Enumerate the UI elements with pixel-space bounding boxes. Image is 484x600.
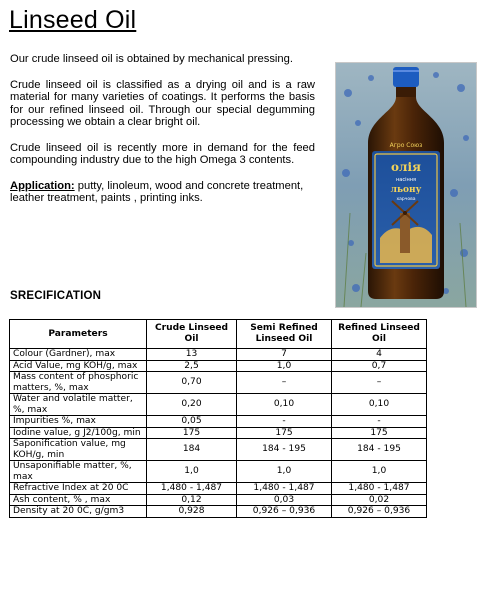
- product-photo: [335, 62, 477, 308]
- param-cell: Mass content of phosphoric matters, %, max: [10, 372, 147, 394]
- application-label: Application:: [10, 179, 75, 192]
- header-refined: Refined Linseed Oil: [332, 320, 427, 349]
- table-row: [10, 349, 427, 361]
- intro-paragraph-2: Crude linseed oil is classified as a drying oil and is a raw material for many varieties of coatings. It performs the basis for our refined linseed oil. Through our special degumming processing we obtain a clear bright oil.: [10, 78, 315, 128]
- crude-cell: 1,0: [147, 461, 237, 483]
- refined-cell: 0,02: [332, 494, 427, 506]
- refined-cell: -: [332, 416, 427, 428]
- crude-cell: 0,05: [147, 416, 237, 428]
- bottle-brand-text: Агро Союз: [389, 142, 423, 149]
- table-row: [10, 461, 427, 483]
- refined-cell: 184 - 195: [332, 439, 427, 461]
- semi-cell: 184 - 195: [237, 439, 332, 461]
- crude-cell: 1,480 - 1,487: [147, 483, 237, 495]
- crude-cell: 175: [147, 427, 237, 439]
- table-row: [10, 494, 427, 506]
- refined-cell: 175: [332, 427, 427, 439]
- semi-cell: –: [237, 372, 332, 394]
- crude-cell: 184: [147, 439, 237, 461]
- refined-cell: 1,0: [332, 461, 427, 483]
- table-row: [10, 483, 427, 495]
- intro-paragraph-1: Our crude linseed oil is obtained by mechanical pressing.: [10, 53, 293, 65]
- refined-cell: 4: [332, 349, 427, 361]
- bottle-label-oil-text: олія: [391, 160, 421, 174]
- semi-cell: 0,03: [237, 494, 332, 506]
- semi-cell: 1,480 - 1,487: [237, 483, 332, 495]
- bottle-label-food-text: харчова: [396, 197, 416, 202]
- param-cell: Impurities %, max: [10, 416, 147, 428]
- header-semi-refined: Semi Refined Linseed Oil: [237, 320, 332, 349]
- crude-cell: 0,928: [147, 506, 237, 518]
- refined-cell: –: [332, 372, 427, 394]
- table-row: [10, 372, 427, 394]
- refined-cell: 0,926 – 0,936: [332, 506, 427, 518]
- refined-cell: 0,10: [332, 394, 427, 416]
- param-cell: Colour (Gardner), max: [10, 349, 147, 361]
- intro-paragraph-3: Crude linseed oil is recently more in demand for the feed compounding industry due to the high Omega 3 contents.: [10, 141, 315, 166]
- bottle-label-seed-text: насіння: [395, 177, 417, 183]
- param-cell: Iodine value, g J2/100g, min: [10, 427, 147, 439]
- param-cell: Water and volatile matter, %, max: [10, 394, 147, 416]
- param-cell: Saponification value, mg KOH/g, min: [10, 439, 147, 461]
- intro-text: [10, 53, 315, 218]
- table-row: [10, 416, 427, 428]
- page-title: Linseed Oil: [9, 6, 137, 34]
- crude-cell: 0,70: [147, 372, 237, 394]
- param-cell: Acid Value, mg KOH/g, max: [10, 360, 147, 372]
- param-cell: Ash content, % , max: [10, 494, 147, 506]
- table-row: [10, 439, 427, 461]
- specification-table: [9, 319, 427, 518]
- bottle-label-flax-text: льону: [390, 185, 422, 195]
- specification-heading: SRECIFICATION: [10, 290, 102, 302]
- param-cell: Refractive Index at 20 0C: [10, 483, 147, 495]
- semi-cell: 1,0: [237, 360, 332, 372]
- refined-cell: 0,7: [332, 360, 427, 372]
- param-cell: Density at 20 0C, g/gm3: [10, 506, 147, 518]
- header-crude: Crude Linseed Oil: [147, 320, 237, 349]
- semi-cell: 7: [237, 349, 332, 361]
- table-row: [10, 360, 427, 372]
- header-parameters: Parameters: [10, 320, 147, 349]
- application-paragraph: [10, 180, 315, 205]
- semi-cell: -: [237, 416, 332, 428]
- crude-cell: 2,5: [147, 360, 237, 372]
- semi-cell: 1,0: [237, 461, 332, 483]
- application-text: putty, linoleum, wood and concrete treatment, leather treatment, paints , printing inks.: [10, 179, 304, 204]
- table-header-row: [10, 320, 427, 349]
- refined-cell: 1,480 - 1,487: [332, 483, 427, 495]
- table-row: [10, 394, 427, 416]
- semi-cell: 0,926 – 0,936: [237, 506, 332, 518]
- semi-cell: 175: [237, 427, 332, 439]
- linseed-oil-bottle-image: [336, 63, 476, 307]
- table-row: [10, 427, 427, 439]
- semi-cell: 0,10: [237, 394, 332, 416]
- param-cell: Unsaponifiable matter, %, max: [10, 461, 147, 483]
- crude-cell: 13: [147, 349, 237, 361]
- crude-cell: 0,20: [147, 394, 237, 416]
- crude-cell: 0,12: [147, 494, 237, 506]
- table-row: [10, 506, 427, 518]
